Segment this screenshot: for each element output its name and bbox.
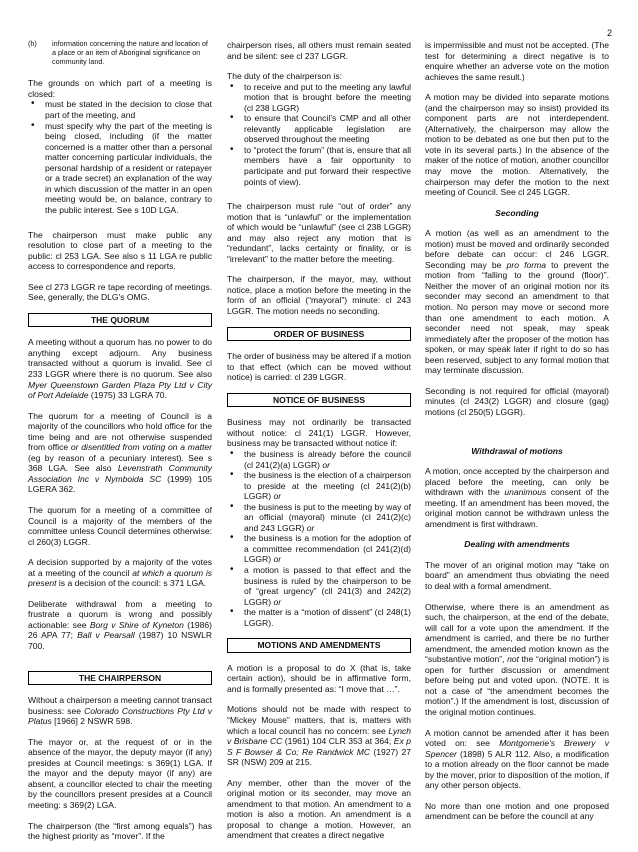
emphasis: or disentitled from voting on a matter (70, 442, 213, 453)
citation: (1975) 33 LGRA 70. (90, 390, 167, 401)
heading-order-of-business: ORDER OF BUSINESS (227, 327, 411, 342)
duty-item: • to ensure that Council’s CMP and all other relevantly applicable legislation are observed throughout the meeting (244, 113, 411, 145)
text: the business is the election of a chairperson to preside at the meeting (cl 241(2)(b) LGGR) (244, 470, 411, 502)
duty-intro: The duty of the chairperson is: (227, 71, 342, 82)
heading-withdrawal: Withdrawal of motions (471, 445, 563, 456)
paragraph-dealing-3 (425, 728, 609, 791)
text: is a decision of the council: s 371 LGA. (58, 578, 207, 589)
text: the business is already before the council (cl 241(2)(a) LGGR) (244, 448, 411, 470)
emphasis: at which a quorum is present (28, 567, 213, 589)
heading-chairperson: THE CHAIRPERSON (28, 671, 212, 686)
paragraph-quorum-4 (28, 557, 212, 589)
paragraph-tape-recording: See cl 273 LGGR re tape recording of meetings. See, generally, the DLG's OMG. (28, 281, 212, 303)
case-name: Myer Queenstown Garden Plaza Pty Ltd v City of Port Adelaide (28, 379, 212, 401)
grounds-intro: The grounds on which part of a meeting is closed: (28, 78, 212, 99)
paragraph-divide-motion: A motion may be divided into separate motions (and the chairperson may so insist) provided its component parts are not interdependent. (Alternatively, the chairperson may allow the motion to be debated as one but then put to the vote in its several parts.) In the absence of the maker of the notice of motion, another councillor may move the motion. Alternatively, the chairperson may defer the motion to the next meeting of Council. See cl 245 LGGR. (425, 92, 609, 198)
grounds-item: • must specify why the part of the meeting is being closed, including (if the matter concerned is a matter other than a personal matter concerning particular individuals, the personal hardship of a resident or ratepayer or a trade secret) an explanation of the way in which discussion of the matter in an open meeting would be, on balance, contrary to the public interest. See s 10D LGA. (45, 121, 212, 216)
list-item-h (28, 40, 212, 66)
text: Without a chairperson a meeting cannot transact business: see (28, 695, 212, 716)
paragraph-withdrawal (425, 466, 609, 529)
paragraph-seconding-2: Seconding is not required for official (mayoral) minutes (cl 243(2) LGGR) and closure (gag) motions (cl 250(5) LGGR). (425, 385, 609, 417)
text: A motion (as well as an amendment to the motion) must be moved and ordinarily seconded before debate can occur: cl 246 LGGR. Seconding may be (425, 228, 609, 270)
notice-list (227, 449, 411, 628)
paragraph-quorum-1 (28, 337, 212, 400)
duty-item: • to receive and put to the meeting any lawful motion that is brought before the meeting (cl 238 LGGR) (244, 82, 411, 114)
heading-notice-of-business: NOTICE OF BUSINESS (227, 393, 411, 408)
conjunction: or (273, 491, 282, 502)
grounds-list (28, 99, 212, 215)
conjunction: or (273, 596, 282, 607)
case-name: Ball v Pearsall (77, 630, 135, 641)
paragraph-dealing-4: No more than one motion and one proposed amendment can be before the council at any (425, 800, 609, 822)
paragraph-dealing-1: The mover of an original motion may “take on board” an amendment thus obviating the need to deal with a formal amendment. (425, 559, 609, 591)
notice-item (244, 565, 411, 607)
case-name: Ex p S F Bowser & Co; Re Randwick MC (227, 736, 411, 757)
notice-item (244, 607, 411, 628)
text: consent of the meeting. If an amendment has been moved, the original motion cannot be withdrawn unless the amendment is first withdrawn. (425, 487, 610, 529)
paragraph-mayoral-minute: The chairperson, if the mayor, may, without notice, place a motion before the meeting in the form of an official (“mayoral”) minute: cl 243 LGGR. The motion needs no seconding. (227, 274, 411, 317)
text: A motion cannot be amended after it has been voted on: see (425, 727, 609, 749)
paragraph-amendment-continued: is impermissible and must not be accepted. (The test for determining a direct negative is to enquire whether an adverse vote on the motion achieves the same result.) (425, 40, 609, 82)
case-name: Colorado Constructions Pty Ltd v Platus (28, 705, 212, 727)
citation: (1961) 104 CLR 353 at 364; (284, 736, 392, 747)
paragraph-dealing-2 (425, 602, 609, 718)
case-name: Montgomerie's Brewery v Spencer (425, 738, 609, 759)
text: A motion, once accepted by the chairperson and placed before the meeting, can only be withdrawn with the (425, 466, 609, 498)
column-2 (227, 40, 411, 851)
citation: (1987) 10 NSWLR 700. (28, 630, 213, 651)
notice-item (244, 502, 411, 534)
text: (eg by reason of a pecuniary interest). See s 368 LGA. See also (28, 452, 212, 474)
duty-list (227, 82, 411, 187)
column-3 (425, 40, 609, 832)
text: the matter is a “motion of dissent” (cl 248(1) LGGR). (244, 607, 411, 628)
list-item-text: information concerning the nature and location of a place or an item of Aboriginal significance on community land. (52, 39, 208, 66)
case-name: Borg v Shire of Kyneton (89, 619, 184, 630)
emphasis: not (507, 654, 519, 665)
notice-intro: Business may not ordinarily be transacted without notice: cl 241(1) LGGR. However, business may be transacted without notice if: (227, 417, 411, 449)
emphasis: pro forma (506, 259, 546, 270)
paragraph-seconding-1 (425, 228, 609, 376)
citation: (1999) 105 LGERA 362. (28, 473, 213, 495)
paragraph-chair-2: The mayor or, at the request of or in the absence of the mayor, the deputy mayor (if any) presides at Council meetings: s 369(1) LGA. If the mayor and the deputy mayor (if any) are absent, a councillor elected to chair the meeting by the councillors present presides at a Council meeting: s 369(2) LGA. (28, 736, 212, 811)
paragraph-motions-2 (227, 704, 411, 767)
text: the business is put to the meeting by way of an official (mayoral) minute (cl 241(2)(c) and 243 LGGR) (244, 501, 411, 533)
heading-seconding: Seconding (495, 207, 539, 218)
list-item-label: (h) (28, 39, 37, 48)
citation: (1898) 5 ALR 112. Also, a modification to a motion already on the floor cannot be made by the mover, prior to disposition of the motion, if any other person objects. (425, 748, 609, 791)
emphasis: unanimous (504, 487, 547, 498)
text: Otherwise, where there is an amendment as such, the chairperson, at the end of the debate, will call for a vote upon the amendment. If the amendment is carried, and there be no further amendment, the amended motion known as the “substantive motion”, (425, 601, 609, 665)
text: a motion is passed to that effect and the business is ruled by the chairperson to be of “great urgency” (cll 241(3) and 242(2) LGGR) (244, 564, 411, 607)
text: the “original motion”) is open for further discussion or amendment before being put and voted upon. (NOTE. It is not a case of “the amendment becomes the motion”.) If the amendment is lost, discussion of the original motion continues. (425, 654, 609, 717)
page-number: 2 (606, 28, 612, 38)
text: to prevent the motion from “falling to the ground (floor)”. Neither the mover of an original motion nor its seconder may second an amendment to that motion. No person may move or second more than one amendment to each motion. A seconder need not speak, may speak immediately after the proposer of the motion has spoken, or may speak later if right to do so has been reserved, subject to any formal motion that may terminate discussion. (425, 259, 610, 376)
conjunction: or (322, 459, 330, 470)
paragraph-chair-3: The chairperson (the “first among equals”) has the highest priority as “mover”. If the (28, 820, 212, 842)
case-name: Lynch v Brisbane CC (227, 725, 411, 747)
paragraph-motions-1: A motion is a proposal to do X (that is, take certain action), should be in affirmative form, and is formally presented as: “I move that …”. (227, 662, 411, 694)
text: Motions should not be made with respect to “Mickey Mouse” matters, that is, matters with which a local council has no concern: see (227, 704, 411, 736)
notice-item (244, 449, 411, 470)
notice-item (244, 470, 411, 502)
paragraph-motions-3: Any member, other than the mover of the original motion or its seconder, may move an amendment to that motion. An amendment to a motion is also a motion. An amendment is a proposal to change a motion. However, an amendment that creates a direct negative (227, 777, 411, 841)
paragraph-quorum-2 (28, 411, 212, 495)
citation: (1986) 26 APA 77; (28, 619, 213, 641)
duty-item: • to “protect the forum” (that is, ensure that all members have a fair opportunity to participate and put forward their respective points of view). (244, 145, 411, 187)
text: the business is a motion for the adoption of a committee recommendation (cl 241(2)(d) LGGR) (244, 533, 411, 565)
text: Deliberate withdrawal from a meeting to frustrate a quorum is wrong and possibly actionable: see (28, 598, 212, 630)
paragraph-chair-1 (28, 695, 212, 727)
grounds-item: • must be stated in the decision to close that part of the meeting, and (45, 99, 212, 120)
case-name: Levenstrath Community Association Inc v Nymboida SC (28, 463, 212, 484)
conjunction: or (273, 554, 282, 565)
heading-dealing-with-amendments: Dealing with amendments (464, 539, 570, 550)
citation: (1927) 27 SR (NSW) 209 at 215. (227, 746, 411, 768)
paragraph-quorum-5 (28, 599, 212, 652)
paragraph-quorum-3: The quorum for a meeting of a committee of Council is a majority of the members of the committee unless Council determines otherwise: cl 260(3) LGGR. (28, 504, 212, 547)
paragraph-order: The order of business may be altered if a motion to that effect (which can be moved without notice) is carried: cl 239 LGGR. (227, 351, 411, 383)
text: A meeting without a quorum has no power to do anything except adjourn. Any business transacted without a quorum is invalid. See cl 233 LGGR where there is no quorum. See also (28, 337, 212, 379)
heading-motions-and-amendments: MOTIONS AND AMENDMENTS (227, 638, 411, 653)
notice-item (244, 533, 411, 565)
text: The quorum for a meeting of Council is a majority of the councillors who hold office for the time being and are not otherwise suspended from office (28, 410, 212, 453)
conjunction: or (306, 522, 315, 533)
heading-quorum: THE QUORUM (28, 313, 212, 328)
paragraph-out-of-order: The chairperson must rule “out of order” any motion that is “unlawful” or the implementation of which would be “unlawful” (see cl 238 LGGR) and may also reject any motion that is “redundant”, lacks certainty or finality, or is “irrelevant” to the matter before the meeting. (227, 201, 411, 264)
text: A decision supported by a majority of the votes at a meeting of the council (28, 557, 212, 578)
citation: [1966] 2 NSWR 598. (54, 716, 133, 727)
column-1 (28, 40, 212, 852)
paragraph-chair-continued: chairperson rises, all others must remain seated and be silent: see cl 237 LGGR. (227, 40, 411, 61)
paragraph-public-resolution: The chairperson must make public any resolution to close part of a meeting to the public: cl 253 LGA. See also s 11 LGA re public access to correspondence and reports. (28, 229, 212, 272)
